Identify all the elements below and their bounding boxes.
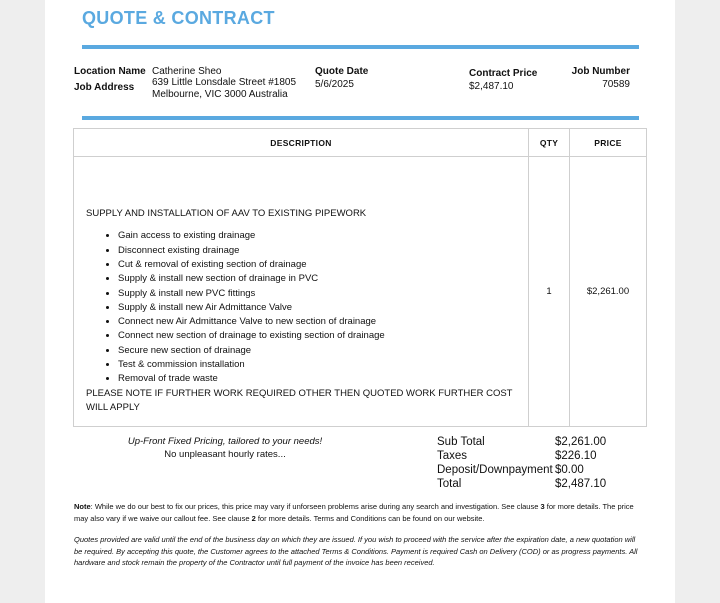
quote-date-label: Quote Date bbox=[315, 66, 369, 77]
quote-page bbox=[45, 0, 675, 603]
price-cell: $2,261.00 bbox=[570, 157, 647, 427]
work-heading: SUPPLY AND INSTALLATION OF AAV TO EXISTING PIPEWORK bbox=[86, 208, 367, 220]
list-item: • Supply & install new section of drainage in PVC bbox=[118, 272, 516, 286]
subtotal-value: $2,261.00 bbox=[555, 436, 607, 448]
job-number-label: Job Number bbox=[571, 66, 630, 77]
list-item: • Supply & install new PVC fittings bbox=[118, 287, 516, 301]
note-label: Note bbox=[74, 502, 91, 511]
description-cell bbox=[74, 157, 529, 427]
note-text-3: for more details. Terms and Conditions can be found on our website. bbox=[255, 513, 485, 523]
price-header: PRICE bbox=[570, 129, 647, 157]
promo-line2: No unpleasant hourly rates... bbox=[164, 449, 286, 460]
deposit-label: Deposit/Downpayment bbox=[437, 464, 553, 476]
further-work-note: PLEASE NOTE IF FURTHER WORK REQUIRED OTHER THEN QUOTED WORK FURTHER COST WILL APPLY bbox=[86, 388, 513, 413]
qty-header: QTY bbox=[529, 129, 570, 157]
page-title: QUOTE & CONTRACT bbox=[82, 8, 275, 28]
address-line1: 639 Little Lonsdale Street #1805 bbox=[152, 77, 296, 88]
qty-cell: 1 bbox=[529, 157, 570, 427]
list-item: • Supply & install new Air Admittance Valve bbox=[118, 301, 516, 315]
contract-price-label: Contract Price bbox=[469, 68, 538, 79]
list-item: • Secure new section of drainage bbox=[118, 344, 516, 358]
list-item: • Connect new section of drainage to existing section of drainage bbox=[118, 329, 516, 343]
total-value: $2,487.10 bbox=[555, 478, 607, 490]
quote-date-value: 5/6/2025 bbox=[315, 79, 354, 90]
pricing-note bbox=[74, 501, 644, 524]
deposit-value: $0.00 bbox=[555, 464, 584, 476]
taxes-label: Taxes bbox=[437, 450, 468, 462]
note-clause-1: 3 bbox=[540, 502, 545, 511]
location-label: Location Name bbox=[74, 66, 146, 77]
taxes-value: $226.10 bbox=[555, 450, 597, 462]
list-item: • Test & commission installation bbox=[118, 358, 516, 372]
list-item: • Gain access to existing drainage bbox=[118, 229, 516, 243]
details-divider bbox=[82, 116, 639, 120]
terms-text: Quotes provided are valid until the end of the business day on which they are issued. If you wish to proceed with the service after the expiration date, a new quotation will be required. By accepting this quote, the Customer agrees to the attached Terms & Conditions. Payment is required Cash on Delivery (COD) or as progress payments. All hardware and stock remain the property of the Contractor until full payment of the invoice has been received. bbox=[74, 535, 638, 567]
note-text-2: for more details. The price may also vary if we waive our callout fee. See clause bbox=[74, 502, 634, 523]
list-item: • Disconnect existing drainage bbox=[118, 244, 516, 258]
line-items-table bbox=[73, 128, 647, 427]
header-divider bbox=[82, 45, 639, 49]
promo-line1: Up-Front Fixed Pricing, tailored to your needs! bbox=[127, 436, 323, 447]
total-label: Total bbox=[437, 478, 462, 490]
table-row bbox=[74, 157, 647, 427]
description-header: DESCRIPTION bbox=[74, 129, 529, 157]
note-text-1: : While we do our best to fix our prices, this price may vary if unforseen problems arise during any search and investigation. See clause bbox=[90, 502, 541, 511]
list-item: • Cut & removal of existing section of drainage bbox=[118, 258, 516, 272]
contract-price-value: $2,487.10 bbox=[469, 81, 514, 92]
address-line2: Melbourne, VIC 3000 Australia bbox=[152, 89, 288, 100]
list-item: • Connect new Air Admittance Valve to new section of drainage bbox=[118, 315, 516, 329]
list-item: • Removal of trade waste bbox=[118, 372, 516, 386]
task-list bbox=[86, 229, 516, 386]
location-value: Catherine Sheo bbox=[152, 66, 222, 77]
job-address-label: Job Address bbox=[74, 82, 135, 93]
job-number-value: 70589 bbox=[602, 79, 630, 90]
note-clause-2: 2 bbox=[251, 513, 256, 523]
subtotal-label: Sub Total bbox=[437, 436, 485, 448]
